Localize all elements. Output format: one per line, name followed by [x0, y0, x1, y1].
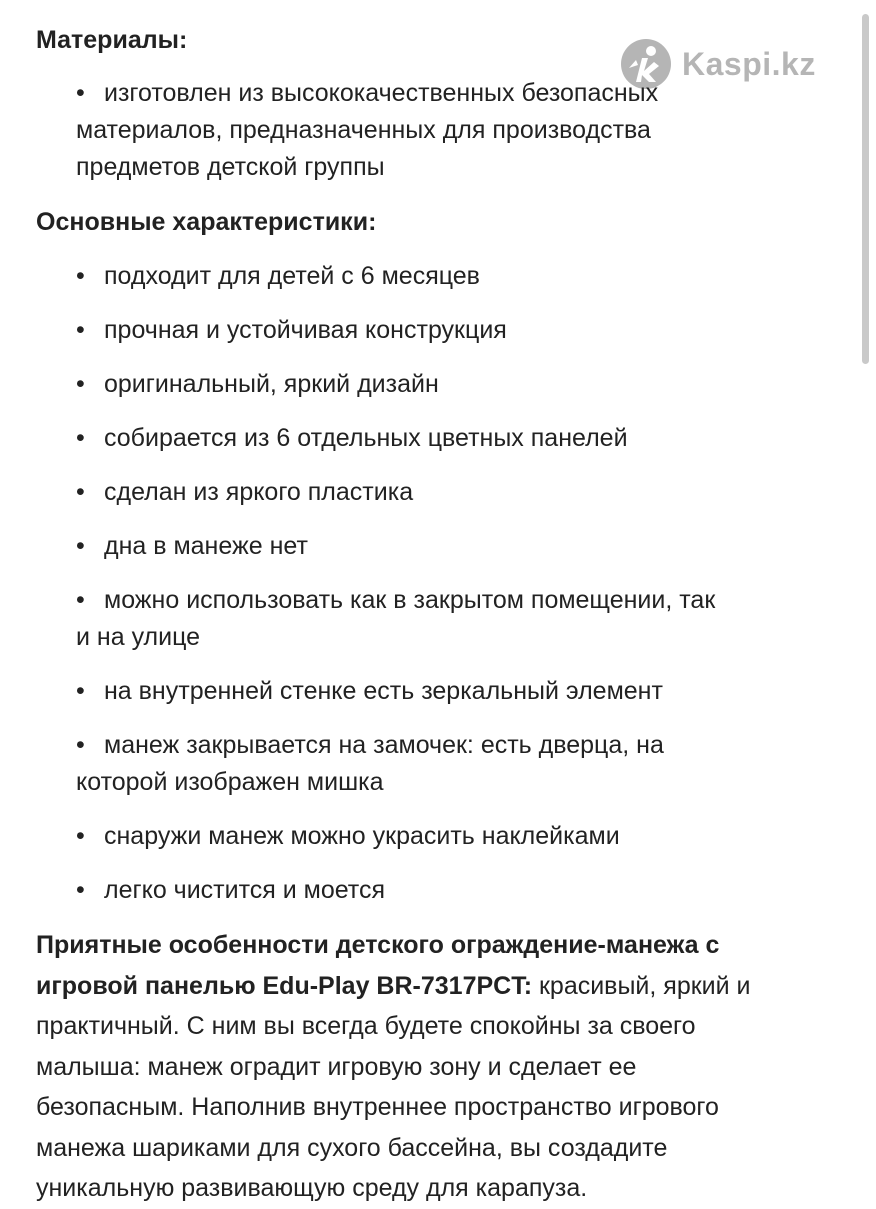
list-item: • легко чистится и моется	[76, 872, 385, 909]
list-item: • изготовлен из высококачественных безопасных материалов, предназначенных для производства предметов детской группы	[76, 75, 658, 186]
bullet-icon: •	[76, 478, 85, 506]
list-item: • на внутренней стенке есть зеркальный элемент	[76, 673, 663, 710]
description-paragraph: Приятные особенности детского ограждение-манежа с игровой панелью Edu-Play BR-7317PCT: красивый, яркий и практичный. С ним вы всегда будете спокойны за своего малыша: манеж оградит игровую зону и сделает ее безопасным. Наполнив внутреннее пространство игрового манежа шариками для сухого бассейна, вы создадите уникальную развивающую среду для карапуза.	[36, 931, 751, 1202]
bullet-icon: •	[76, 370, 85, 398]
kaspi-brand-text: Kaspi.kz	[682, 45, 816, 82]
bullet-icon: •	[76, 586, 85, 614]
list-item: • снаружи манеж можно украсить наклейками	[76, 818, 620, 855]
bullet-icon: •	[76, 424, 85, 452]
vertical-scrollbar[interactable]	[862, 14, 869, 364]
bullet-icon: •	[76, 876, 85, 904]
bullet-icon: •	[76, 822, 85, 850]
bullet-icon: •	[76, 677, 85, 705]
list-item: • собирается из 6 отдельных цветных панелей	[76, 420, 628, 457]
materials-heading: Материалы:	[36, 26, 188, 54]
features-heading: Основные характеристики:	[36, 208, 377, 236]
bullet-icon: •	[76, 262, 85, 290]
list-item: • можно использовать как в закрытом помещении, так и на улице	[76, 582, 715, 656]
list-item: • прочная и устойчивая конструкция	[76, 312, 507, 349]
list-item: • оригинальный, яркий дизайн	[76, 366, 439, 403]
list-item: • манеж закрывается на замочек: есть дверца, на которой изображен мишка	[76, 727, 664, 801]
bullet-icon: •	[76, 532, 85, 560]
bullet-icon: •	[76, 731, 85, 759]
list-item: • сделан из яркого пластика	[76, 474, 413, 511]
bullet-icon: •	[76, 79, 85, 107]
list-item: • подходит для детей с 6 месяцев	[76, 258, 480, 295]
list-item: • дна в манеже нет	[76, 528, 308, 565]
bullet-icon: •	[76, 316, 85, 344]
